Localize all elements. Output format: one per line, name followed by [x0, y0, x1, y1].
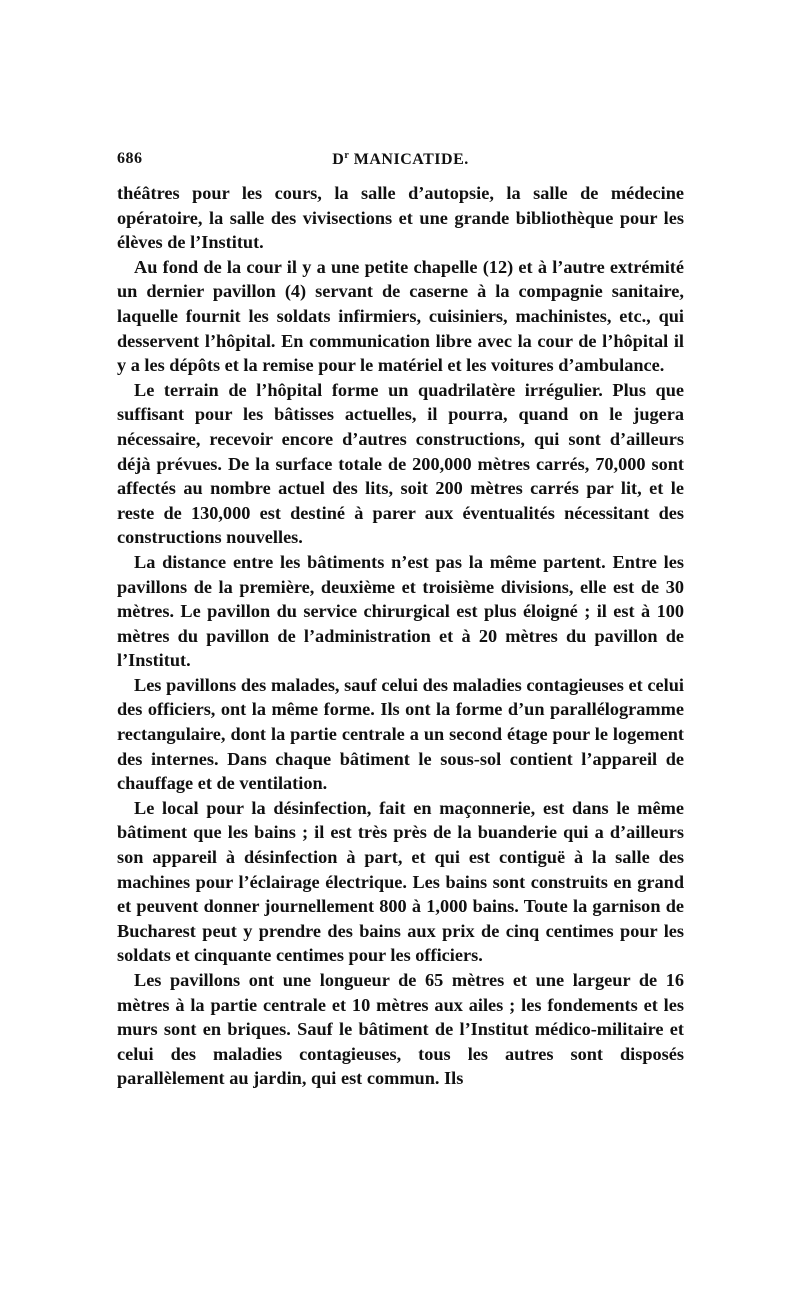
paragraph: Les pavillons des malades, sauf celui des maladies contagieuses et celui des officiers, ont la même forme. Ils ont la forme d’un parallélogramme rectangulaire, dont la partie centrale a un second étage pour le logement des internes. Dans chaque bâtiment le sous-sol contient l’appareil de chauffage et de ventilation. [117, 674, 684, 794]
paragraph: théâtres pour les cours, la salle d’autopsie, la salle de médecine opératoire, la salle des vivisections et une grande bibliothèque pour les élèves de l’Institut. [117, 183, 684, 253]
paragraph: Le local pour la désinfection, fait en maçonnerie, est dans le même bâtiment que les bains ; il est très près de la buanderie qui a d’ailleurs son appareil à désinfection à part, et qui est contiguë à la salle des machines pour l’éclairage électrique. Les bains sont construits en grand et peuvent donner journellement 800 à 1,000 bains. Toute la garnison de Bucharest peut y prendre des bains aux prix de cinq centimes pour les soldats et cinquante centimes pour les officiers. [117, 797, 684, 966]
author-title-prefix: D [332, 151, 345, 168]
paragraph: Au fond de la cour il y a une petite chapelle (12) et à l’autre extrémité un dernier pavillon (4) servant de caserne à la compagnie sanitaire, laquelle fournit les soldats infirmiers, cuisiniers, machinistes, etc., qui desservent l’hôpital. En communication libre avec la cour de l’hôpital il y a les dépôts et la remise pour le matériel et les voitures d’ambulance. [117, 256, 684, 376]
page-number: 686 [117, 150, 143, 167]
author-title-superscript: r [344, 150, 350, 161]
running-head [117, 146, 684, 176]
author-name: MANICATIDE. [353, 151, 469, 168]
paragraph: La distance entre les bâtiments n’est pas la même partent. Entre les pavillons de la première, deuxième et troisième divisions, elle est de 30 mètres. Le pavillon du service chirurgical est plus éloigné ; il est à 100 mètres du pavillon de l’administration et à 20 mètres du pavillon de l’Institut. [117, 551, 684, 671]
body-text [117, 181, 684, 1091]
paragraph: Les pavillons ont une longueur de 65 mètres et une largeur de 16 mètres à la partie centrale et 10 mètres aux ailes ; les fondements et les murs sont en briques. Sauf le bâtiment de l’Institut médico-militaire et celui des maladies contagieuses, tous les autres sont disposés parallèlement au jardin, qui est commun. Ils [117, 970, 684, 1089]
running-title [117, 150, 684, 169]
paragraph: Le terrain de l’hôpital forme un quadrilatère irrégulier. Plus que suffisant pour les bâtisses actuelles, il pourra, quand on le jugera nécessaire, recevoir encore d’autres constructions, qui sont d’ailleurs déjà prévues. De la surface totale de 200,000 mètres carrés, 70,000 sont affectés au nombre actuel des lits, soit 200 mètres carrés par lit, et le reste de 130,000 est destiné à parer aux éventualités nécessitant des constructions nouvelles. [117, 379, 684, 548]
